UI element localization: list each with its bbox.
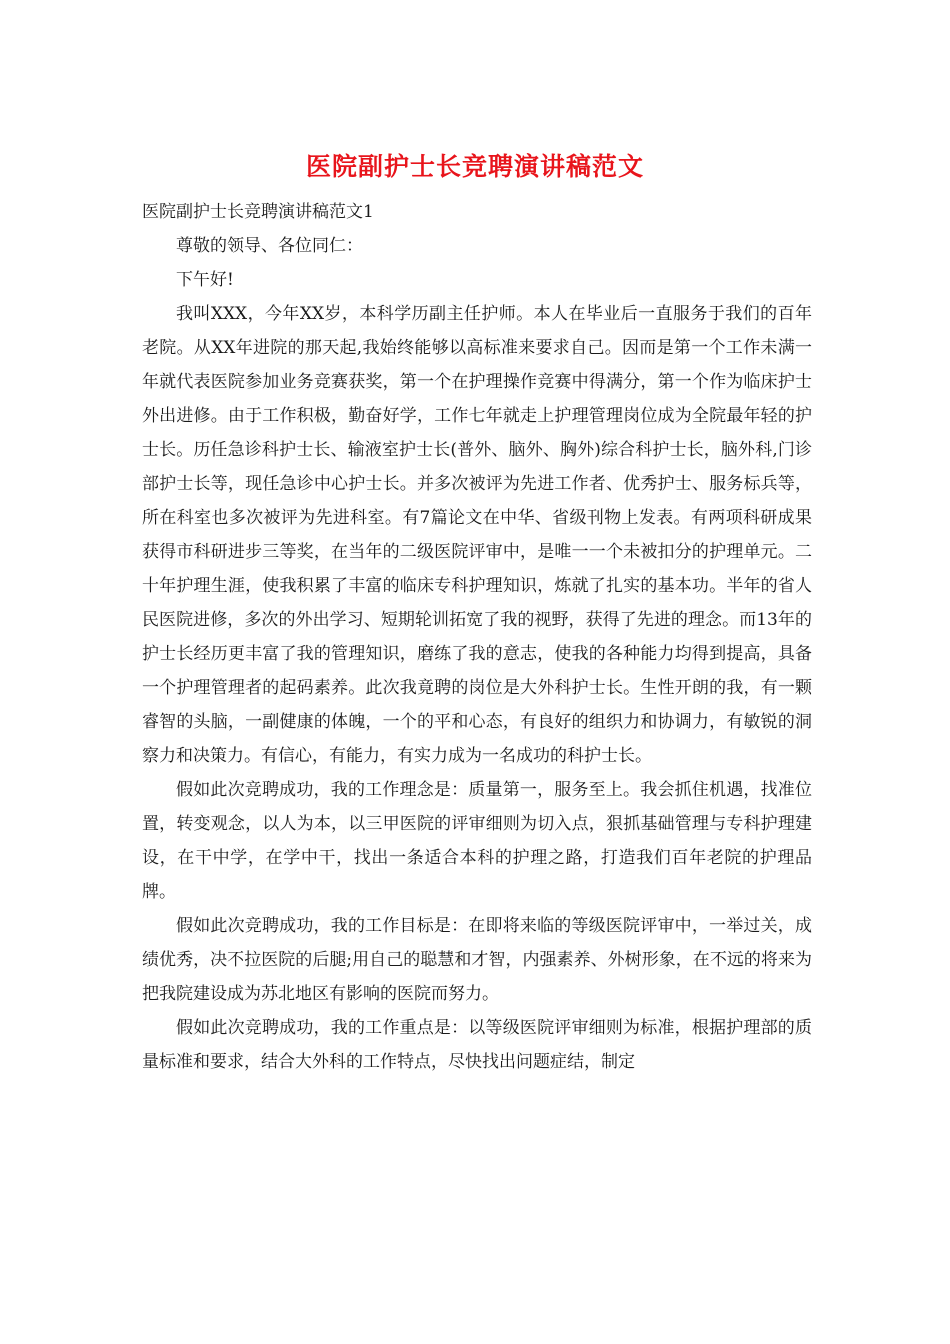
document-body bbox=[142, 195, 812, 1079]
paragraph: 我叫XXX，今年XX岁，本科学历副主任护师。本人在毕业后一直服务于我们的百年老院。从XX年进院的那天起,我始终能够以高标准来要求自己。因而是第一个工作未满一年就代表医院参加业务竞赛获奖，第一个在护理操作竞赛中得满分，第一个作为临床护士外出进修。由于工作积极，勤奋好学，工作七年就走上护理管理岗位成为全院最年轻的护士长。历任急诊科护士长、输液室护士长(普外、脑外、胸外)综合科护士长，脑外科,门诊部护士长等，现任急诊中心护士长。并多次被评为先进工作者、优秀护士、服务标兵等，所在科室也多次被评为先进科室。有7篇论文在中华、省级刊物上发表。有两项科研成果获得市科研进步三等奖，在当年的二级医院评审中，是唯一一个未被扣分的护理单元。二十年护理生涯，使我积累了丰富的临床专科护理知识，炼就了扎实的基本功。半年的省人民医院进修，多次的外出学习、短期轮训拓宽了我的视野，获得了先进的理念。而13年的护士长经历更丰富了我的管理知识，磨练了我的意志，使我的各种能力均得到提高，具备一个护理管理者的起码素养。此次我竟聘的岗位是大外科护士长。生性开朗的我，有一颗睿智的头脑，一副健康的体魄，一个的平和心态，有良好的组织力和协调力，有敏锐的洞察力和决策力。有信心，有能力，有实力成为一名成功的科护士长。 bbox=[142, 304, 812, 766]
greeting: 下午好! bbox=[176, 270, 234, 290]
paragraph: 假如此次竞聘成功，我的工作重点是：以等级医院评审细则为标准，根据护理部的质量标准和要求，结合大外科的工作特点，尽快找出问题症结，制定 bbox=[142, 1018, 812, 1072]
paragraph: 假如此次竞聘成功，我的工作理念是：质量第一，服务至上。我会抓住机遇，找准位置，转变观念，以人为本，以三甲医院的评审细则为切入点，狠抓基础管理与专科护理建设，在干中学，在学中干，找出一条适合本科的护理之路，打造我们百年老院的护理品牌。 bbox=[142, 780, 812, 902]
document-title: 医院副护士长竞聘演讲稿范文 bbox=[305, 152, 644, 181]
document-subtitle: 医院副护士长竞聘演讲稿范文1 bbox=[142, 202, 374, 222]
paragraph: 假如此次竞聘成功，我的工作目标是：在即将来临的等级医院评审中，一举过关，成绩优秀，决不拉医院的后腿;用自己的聪慧和才智，内强素养、外树形象，在不远的将来为把我院建设成为苏北地区有影响的医院而努力。 bbox=[142, 916, 812, 1004]
salutation: 尊敬的领导、各位同仁： bbox=[176, 236, 363, 256]
